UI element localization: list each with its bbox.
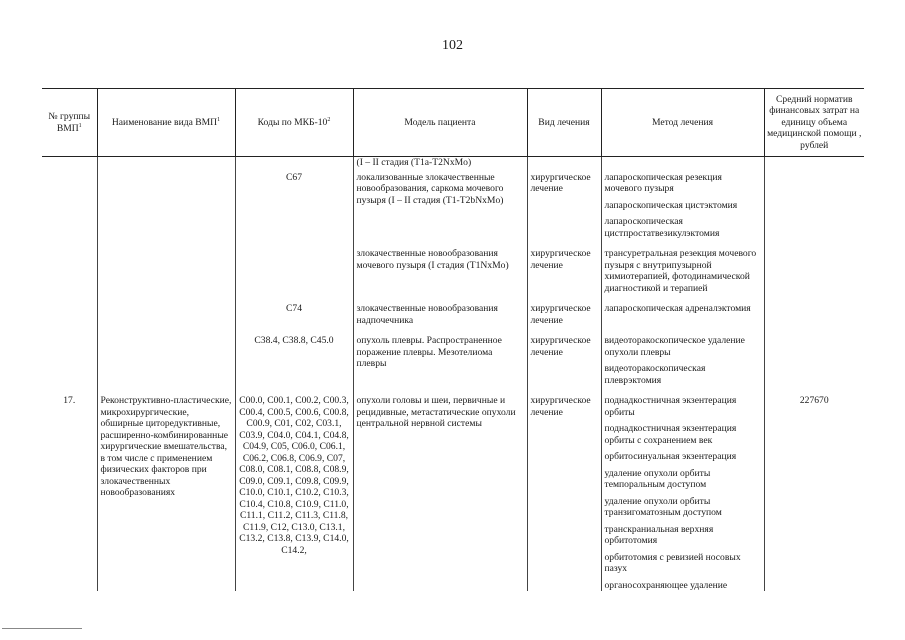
table-row <box>42 395 864 591</box>
header-cost: Средний норматив финансовых затрат на единицу объема медицинской помощи , рублей <box>764 89 864 157</box>
row-treatment-methods <box>601 172 764 249</box>
row-treatment-methods <box>601 303 764 335</box>
row-cost: 227670 <box>764 395 864 591</box>
table-row <box>42 303 864 335</box>
row-treatment-type: хирургическое лечение <box>527 395 601 591</box>
row-vmp-name <box>97 303 235 335</box>
row-cost <box>764 157 864 172</box>
treatment-method-item: поднадкостничная экзентерация орбиты <box>604 395 737 418</box>
row-icd-codes: C67 <box>235 172 353 249</box>
row-vmp-name <box>97 172 235 249</box>
row-icd-codes <box>235 157 353 172</box>
treatment-method-item: транскраниальная верхняя орбитотомия <box>604 523 714 546</box>
table-row <box>42 248 864 303</box>
row-icd-codes: C00.0, C00.1, C00.2, C00.3, C00.4, C00.5, C00.6, C00.8, C00.9, C01, C02, C03.1, C03.9, C04.0, C04.1, C04.8, C04.9, C05, C06.0, C06.1, C06.2, C06.8, C06.9, C07, C08.0, C08.1, C08.8, C08.9, C09.0, C09.1, C09.8, C09.9, C10.0, C10.1, C10.2, C10.3, C10.4, C10.8, C10.9, C11.0, C11.1, C11.2, C11.3, C11.8, C11.9, C12, C13.0, C13.1, C13.2, C13.8, C13.9, C14.0, C14.2, <box>235 395 353 591</box>
treatment-method-item: удаление опухоли орбиты темпоральным доступом <box>604 467 711 490</box>
table-row <box>42 335 864 395</box>
treatment-method-item: лапароскопическая цистэктомия <box>604 199 738 211</box>
header-codes: Коды по МКБ-$10^2$ <box>235 89 353 157</box>
row-icd-codes: C74 <box>235 303 353 335</box>
row-patient-model: (I – II стадия (T1a-T2NxMo) <box>353 157 527 172</box>
row-patient-model: злокачественные новообразования мочевого пузыря (I стадия (T1NxMo) <box>353 248 527 303</box>
row-group-no <box>42 157 97 172</box>
row-treatment-type: хирургическое лечение <box>527 172 601 249</box>
vmp-table <box>42 88 864 591</box>
row-icd-codes <box>235 248 353 303</box>
row-treatment-methods <box>601 335 764 395</box>
footnote-rule <box>2 628 82 629</box>
row-treatment-methods <box>601 395 764 591</box>
row-cost <box>764 248 864 303</box>
row-patient-model: локализованные злокачественные новообразования, саркома мочевого пузыря (I – II стадия (T1-T2bNxMo) <box>353 172 527 249</box>
row-patient-model: злокачественные новообразования надпочечника <box>353 303 527 335</box>
row-group-no <box>42 335 97 395</box>
table-row <box>42 157 864 172</box>
row-treatment-methods <box>601 248 764 303</box>
row-treatment-type: хирургическое лечение <box>527 248 601 303</box>
row-patient-model: опухоль плевры. Распространенное поражение плевры. Мезотелиома плевры <box>353 335 527 395</box>
treatment-method-item: видеоторакоскопическая плеврэктомия <box>604 363 706 386</box>
row-vmp-name <box>97 335 235 395</box>
header-name: Наименование вида ВМП$^1$ <box>97 89 235 157</box>
row-group-no <box>42 172 97 249</box>
row-patient-model: опухоли головы и шеи, первичные и рецидивные, метастатические опухоли центральной нервной системы <box>353 395 527 591</box>
row-treatment-type <box>527 157 601 172</box>
row-treatment-methods <box>601 157 764 172</box>
treatment-method-item: удаление опухоли орбиты транзигоматозным доступом <box>604 495 722 518</box>
treatment-method-item: орбитотомия с ревизией носовых пазух <box>604 551 741 574</box>
row-vmp-name <box>97 157 235 172</box>
row-group-no <box>42 248 97 303</box>
treatment-method-item: лапароскопическая резекция мочевого пузыря <box>604 171 722 194</box>
treatment-method-item: лапароскопическая адреналэктомия <box>604 303 751 314</box>
row-treatment-type: хирургическое лечение <box>527 303 601 335</box>
treatment-method-item: видеоторакоскопическое удаление опухоли плевры <box>604 335 745 358</box>
row-icd-codes: C38.4, C38.8, C45.0 <box>235 335 353 395</box>
treatment-method-item: лапароскопическая цистпростатвезикулэктомия <box>604 216 720 239</box>
row-vmp-name <box>97 248 235 303</box>
row-group-no: 17. <box>63 395 76 406</box>
row-vmp-name: Реконструктивно-пластические, микрохирургические, обширные циторедуктивные, расширенно-комбинированные хирургические вмешательства, в том числе с применением физических факторов при злокачественных новообразованиях <box>97 395 235 591</box>
row-group-no <box>42 303 97 335</box>
header-treatment-type: Вид лечения <box>527 89 601 157</box>
treatment-method-item: орбитосинуальная экзентерация <box>604 451 737 462</box>
row-cost <box>764 303 864 335</box>
header-group-no: № группы ВМП$^1$ <box>42 89 97 157</box>
row-treatment-type: хирургическое лечение <box>527 335 601 395</box>
header-model: Модель пациента <box>353 89 527 157</box>
treatment-method-item: поднадкостничная экзентерация орбиты с сохранением век <box>604 423 737 446</box>
header-row <box>42 89 864 157</box>
row-cost <box>764 335 864 395</box>
page-number: 102 <box>442 38 463 53</box>
table-row <box>42 172 864 249</box>
treatment-method-item: органосохраняющее удаление <box>604 579 728 591</box>
treatment-method-item: трансуретральная резекция мочевого пузыря с внутрипузырной химиотерапией, фотодинамической диагностикой и терапией <box>604 248 757 294</box>
header-method: Метод лечения <box>601 89 764 157</box>
table-body <box>42 157 864 592</box>
row-cost <box>764 172 864 249</box>
